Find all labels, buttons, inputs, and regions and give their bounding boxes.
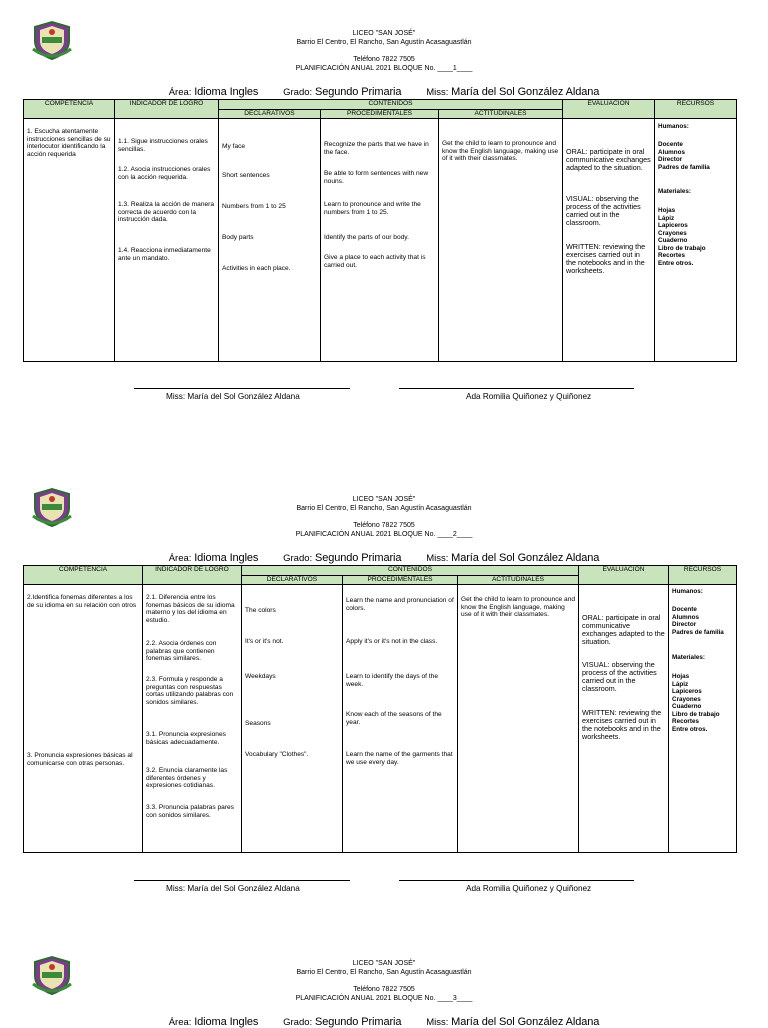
school-name: LICEO "SAN JOSÉ" (352, 960, 416, 967)
header-declarativos: DECLARATIVOS (219, 110, 321, 119)
declarativo-item: Activities in each place. (222, 265, 291, 272)
procedimental-item: Recognize the parts that we have in the face. (324, 141, 429, 156)
school-name: LICEO "SAN JOSÉ" (352, 30, 416, 37)
header-actitudinales: ACTITUDINALES (458, 576, 579, 585)
header-declarativos: DECLARATIVOS (242, 576, 343, 585)
signature-right: Ada Romilia Quiñonez y Quiñonez (466, 884, 592, 893)
signature-line-left (134, 880, 350, 881)
header-contenidos: CONTENIDOS (219, 100, 563, 110)
header-recursos: RECURSOS (669, 566, 737, 585)
school-phone: Teléfono 7822 7505 (353, 986, 415, 993)
procedimental-item: Be able to form sentences with new nouns. (324, 170, 429, 185)
subject-line: Área: Idioma Ingles Grado: Segundo Primaria Miss: María del Sol González Aldana (168, 86, 600, 98)
declarativo-item: Vocabulary "Clothes". (245, 751, 309, 758)
eval-visual: VISUAL: observing the process of the activities carried out in the classroom. (582, 660, 657, 693)
materiales-title: Materiales: (672, 654, 705, 661)
subject-line: Área: Idioma Ingles Grado: Segundo Primaria Miss: María del Sol González Aldana (168, 552, 600, 564)
procedimental-item: Identify the parts of our body. (324, 234, 409, 241)
declarativo-item: Seasons (245, 720, 271, 727)
eval-visual: VISUAL: observing the process of the activities carried out in the classroom. (566, 194, 641, 227)
school-address: Barrio El Centro, El Rancho, San Agustín Acasaguastlán (296, 38, 472, 46)
school-phone: Teléfono 7822 7505 (353, 56, 415, 63)
teacher-value: María del Sol González Aldana (451, 552, 600, 564)
actitudinales-cell (458, 585, 579, 853)
area-value: Idioma Ingles (194, 1016, 259, 1028)
indicador-item: 1.3. Realiza la acción de manera correcta de acuerdo con la instrucción dada. (118, 201, 215, 224)
school-header (0, 960, 768, 1003)
indicador-item: 3.3. Pronuncia palabras pares con sonidos similares. (146, 804, 234, 819)
header-procedimentales: PROCEDIMENTALES (343, 576, 458, 585)
actitudinal-item: Get the child to learn to pronounce and know the English language, making use of it with their classmates. (442, 140, 559, 163)
plan-title: PLANIFICACIÓN ANUAL 2021 BLOQUE No. ____2____ (295, 530, 473, 538)
header-indicador: INDICADOR DE LOGRO (115, 100, 219, 119)
procedimental-item: Apply it's or it's not in the class. (346, 638, 438, 645)
indicador-item: 2.2. Asocia órdenes con palabras que contienen fonemas similares. (146, 640, 217, 663)
declarativos-cell (219, 119, 321, 362)
evaluacion-cell (563, 119, 655, 362)
indicador-item: 3.2. Enuncia claramente las diferentes órdenes y expresiones cotidianas. (146, 767, 228, 790)
declarativo-item: It's or it's not. (245, 638, 284, 645)
plan-table (23, 565, 737, 853)
eval-oral: ORAL: participate in oral communicative exchanges adapted to the situation. (582, 613, 665, 646)
school-address: Barrio El Centro, El Rancho, San Agustín Acasaguastlán (296, 968, 472, 976)
eval-written: WRITTEN: reviewing the exercises carried out in the notebooks and in the worksheets. (566, 242, 646, 275)
signature-left: Miss: María del Sol González Aldana (166, 884, 300, 893)
competencia-item: 2.Identifica fonemas diferentes a los de su idioma en su relación con otros (27, 594, 137, 609)
materiales-list: Hojas Lápiz Lapiceros Crayones Cuaderno Libro de trabajo Recortes Entre otros. (672, 673, 720, 733)
school-phone: Teléfono 7822 7505 (353, 522, 415, 529)
header-procedimentales: PROCEDIMENTALES (321, 110, 439, 119)
indicador-item: 2.1. Diferencia entre los fonemas básicos de su idioma materno y los del idioma en estudio. (146, 594, 235, 624)
procedimentales-cell (321, 119, 439, 362)
area-value: Idioma Ingles (194, 86, 259, 98)
actitudinal-item: Get the child to learn to pronounce and know the English language, making use of it with their classmates. (461, 596, 576, 619)
plan-title: PLANIFICACIÓN ANUAL 2021 BLOQUE No. ____3____ (295, 994, 473, 1002)
header-actitudinales: ACTITUDINALES (439, 110, 563, 119)
signature-left: Miss: María del Sol González Aldana (166, 392, 300, 401)
materiales-list: Hojas Lápiz Lapiceros Crayones Cuaderno Libro de trabajo Recortes Entre otros. (658, 207, 706, 267)
procedimental-item: Learn the name and pronunciation of colors. (346, 597, 454, 612)
declarativo-item: Numbers from 1 to 25 (222, 203, 286, 210)
signature-line-left (134, 388, 350, 389)
humanos-title: Humanos: (658, 123, 689, 130)
procedimentales-cell (343, 585, 458, 853)
indicador-item: 3.1. Pronuncia expresiones básicas adecuadamente. (146, 731, 226, 746)
header-competencia: COMPETENCIA (24, 100, 115, 119)
signature-right: Ada Romilia Quiñonez y Quiñonez (466, 392, 592, 401)
declarativo-item: Weekdays (245, 673, 276, 680)
procedimental-item: Know each of the seasons of the year. (346, 711, 442, 726)
declarativo-item: Body parts (222, 234, 254, 241)
header-recursos: RECURSOS (655, 100, 737, 119)
eval-written: WRITTEN: reviewing the exercises carried out in the notebooks and in the worksheets. (582, 708, 662, 741)
indicador-cell (143, 585, 242, 853)
procedimental-item: Learn to identify the days of the week. (346, 673, 439, 688)
indicador-item: 2.3. Formula y responde a preguntas con respuestas cortas utilizando palabras con sonidos similares. (146, 676, 234, 706)
materiales-title: Materiales: (658, 188, 691, 195)
humanos-list: Docente Alumnos Director Padres de familia (658, 141, 710, 171)
area-value: Idioma Ingles (194, 552, 259, 564)
procedimental-item: Learn the name of the garments that we use every day. (346, 751, 453, 766)
declarativo-item: My face (222, 143, 246, 150)
grado-value: Segundo Primaria (314, 86, 402, 98)
header-evaluacion: EVALUACIÓN (579, 566, 669, 585)
humanos-title: Humanos: (672, 588, 703, 595)
eval-oral: ORAL: participate in oral communicative exchanges adapted to the situation. (566, 147, 651, 172)
recursos-cell (655, 119, 737, 362)
indicador-item: 1.4. Reacciona inmediatamente ante un mandato. (118, 247, 211, 262)
competencia-cell (24, 585, 143, 853)
competencia-item: 3. Pronuncia expresiones básicas al comunicarse con otras personas. (27, 752, 133, 767)
procedimental-item: Give a place to each activity that is carried out. (324, 254, 426, 269)
school-header (0, 496, 768, 539)
humanos-list: Docente Alumnos Director Padres de familia (672, 606, 724, 636)
grado-value: Segundo Primaria (314, 1016, 402, 1028)
school-name: LICEO "SAN JOSÉ" (352, 496, 416, 503)
signature-line-right (399, 880, 634, 881)
actitudinales-cell (439, 119, 563, 362)
declarativo-item: Short sentences (222, 172, 270, 179)
signature-line-right (399, 388, 634, 389)
teacher-value: María del Sol González Aldana (451, 1016, 600, 1028)
competencia-cell (24, 119, 115, 362)
header-indicador: INDICADOR DE LOGRO (143, 566, 242, 585)
declarativo-item: The colors (245, 607, 276, 614)
evaluacion-cell (579, 585, 669, 853)
competencia-item: 1. Escucha atentamente instrucciones sencillas de su interlocutor identificando la acción requerida (27, 128, 111, 158)
indicador-item: 1.2. Asocia instrucciones orales con la acción requerida. (118, 166, 211, 181)
plan-title: PLANIFICACIÓN ANUAL 2021 BLOQUE No. ____1____ (295, 64, 473, 72)
header-evaluacion: EVALUACIÓN (563, 100, 655, 119)
subject-line: Área: Idioma Ingles Grado: Segundo Primaria Miss: María del Sol González Aldana (168, 1016, 600, 1028)
header-contenidos: CONTENIDOS (242, 566, 579, 576)
recursos-cell (669, 585, 737, 853)
grado-value: Segundo Primaria (314, 552, 402, 564)
school-address: Barrio El Centro, El Rancho, San Agustín Acasaguastlán (296, 504, 472, 512)
indicador-item: 1.1. Sigue instrucciones orales sencillas. (118, 138, 208, 153)
plan-table (23, 99, 737, 362)
indicador-cell (115, 119, 219, 362)
school-header (0, 30, 768, 73)
declarativos-cell (242, 585, 343, 853)
teacher-value: María del Sol González Aldana (451, 86, 600, 98)
header-competencia: COMPETENCIA (24, 566, 143, 585)
procedimental-item: Learn to pronounce and write the numbers from 1 to 25. (324, 201, 421, 216)
